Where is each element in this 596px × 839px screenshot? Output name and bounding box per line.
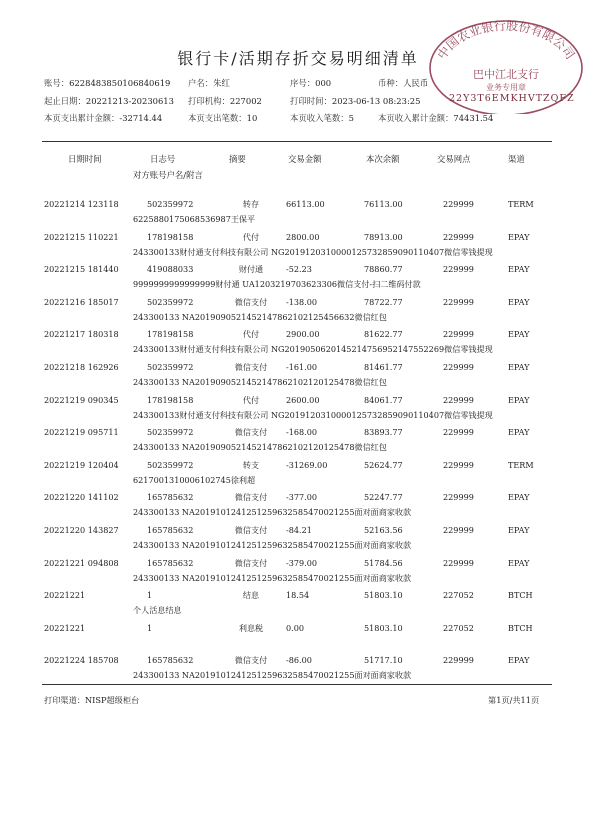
table-row [0, 655, 596, 685]
cell-branch: 229999 [443, 329, 474, 340]
cell-log-no: 502359972 [147, 459, 194, 470]
cell-log-no: 502359972 [147, 427, 194, 438]
table-row [0, 264, 596, 294]
table-row [0, 297, 596, 327]
cell-memo: 243300133财付通支付科技有限公司 NG201912031000012573285909011040​7微信零钱提现 [133, 409, 493, 420]
col-log-no: 日志号 [150, 154, 176, 164]
page-indicator: 第1页/共11页 [488, 695, 540, 705]
cell-datetime: 20221224 185708 [44, 655, 119, 666]
cell-datetime: 20221220 141102 [44, 492, 119, 503]
cell-branch: 229999 [443, 231, 474, 242]
cell-amount: 2600.00 [286, 394, 320, 405]
cell-branch: 229999 [443, 394, 474, 405]
cell-datetime: 20221221 [44, 622, 86, 633]
cell-log-no: 502359972 [147, 199, 194, 209]
cell-branch: 229999 [443, 264, 474, 275]
verification-code: 22Y3T6EMKHVTZQFZ [449, 93, 575, 104]
cell-memo: 243300133 NA201910124125125963258547002125​5面对面商家收款 [133, 572, 412, 583]
cell-amount: -377.00 [286, 492, 318, 503]
cell-datetime: 20221220 143827 [44, 525, 119, 535]
cell-memo: 243300133 NA201909052145214786210212545663​2微信红包 [133, 311, 387, 322]
cell-balance: 81622.77 [364, 329, 403, 340]
cell-balance: 52163.56 [364, 525, 403, 535]
table-row [0, 525, 596, 555]
cell-memo: 243300133财付通支付科技有限公司 NG201905062014521475695214755226​9微信零钱提现 [133, 344, 493, 355]
cell-memo: 个人活息结息 [133, 605, 182, 616]
cell-branch: 229999 [443, 557, 474, 568]
cell-branch: 229999 [443, 655, 474, 666]
table-top-rule [42, 141, 552, 142]
total-income-field: 本页收入累计金额：74431.54 [378, 113, 494, 123]
cell-channel: EPAY [508, 362, 530, 372]
col-datetime: 日期时间 [68, 154, 102, 164]
cell-balance: 52624.77 [364, 459, 403, 470]
cell-channel: EPAY [508, 492, 530, 503]
cell-summary: 代付 [242, 394, 260, 405]
cell-channel: EPAY [508, 525, 530, 535]
cell-balance: 51784.56 [364, 557, 403, 568]
cell-datetime: 20221219 095711 [44, 427, 119, 438]
cell-memo: 9999999999999999财付通 UA1203219703623306微信支付-扫二维码付款 [133, 279, 421, 290]
cell-branch: 227052 [443, 622, 474, 633]
cell-channel: BTCH [508, 590, 533, 601]
cell-branch: 227052 [443, 590, 474, 601]
table-row [0, 395, 596, 425]
cell-branch: 229999 [443, 525, 474, 535]
cell-summary: 财付通 [238, 264, 264, 275]
cell-amount: -161.00 [286, 362, 318, 372]
cell-memo: 243300133 NA201910124125125963258547002125​5面对面商家收款 [133, 540, 412, 550]
cell-amount: 18.54 [286, 590, 310, 601]
cell-channel: EPAY [508, 264, 530, 275]
account-field: 账号：6228483850106840619 [44, 78, 171, 88]
cell-balance: 84061.77 [364, 394, 403, 405]
cell-log-no: 1 [147, 590, 153, 601]
cell-channel: EPAY [508, 394, 530, 405]
table-row [0, 232, 596, 262]
cell-memo: 243300133财付通支付科技有限公司 NG201912031000012573285909011040​7微信零钱提现 [133, 246, 493, 257]
cell-log-no: 178198158 [147, 329, 194, 340]
cell-summary: 微信支付 [234, 557, 268, 568]
cell-summary: 微信支付 [234, 296, 268, 307]
cell-balance: 83893.77 [364, 427, 403, 438]
cell-amount: -168.00 [286, 427, 318, 438]
cell-memo: 243300133 NA201910124125125963258547002125​5面对面商家收款 [133, 507, 412, 518]
cell-amount: 2900.00 [286, 329, 320, 340]
cell-amount: 2800.00 [286, 231, 320, 242]
cell-datetime: 20221218 162926 [44, 362, 119, 372]
table-row [0, 427, 596, 457]
cell-channel: EPAY [508, 655, 530, 666]
cell-channel: EPAY [508, 557, 530, 568]
cell-amount: -379.00 [286, 557, 318, 568]
cell-summary: 代付 [242, 231, 260, 242]
cell-log-no: 165785632 [147, 525, 194, 535]
cell-balance: 52247.77 [364, 492, 403, 503]
cell-summary: 结息 [242, 590, 260, 601]
cell-datetime: 20221215 181440 [44, 264, 119, 275]
cell-channel: EPAY [508, 296, 530, 307]
cell-memo: 6225880175068536987王保平 [133, 214, 256, 224]
col-memo: 对方账号户名/附言 [133, 170, 203, 180]
cell-log-no: 178198158 [147, 394, 194, 405]
name-field: 户名：朱红 [188, 78, 230, 88]
col-channel: 渠道 [508, 154, 525, 164]
cell-memo: 243300133 NA201909052145214786210212012547​8微信红包 [133, 377, 387, 387]
cell-memo: 243300133 NA201910124125125963258547002125​5面对面商家收款 [133, 670, 412, 681]
cell-summary: 转支 [242, 459, 260, 470]
cell-amount: -138.00 [286, 296, 318, 307]
cell-log-no: 419088033 [147, 264, 194, 275]
cell-datetime: 20221221 094808 [44, 557, 119, 568]
cell-datetime: 20221221 [44, 590, 86, 601]
cell-balance: 78722.77 [364, 296, 403, 307]
table-row [0, 492, 596, 522]
cell-branch: 229999 [443, 427, 474, 438]
cell-balance: 78860.77 [364, 264, 403, 275]
table-row [0, 460, 596, 490]
cell-balance: 51717.10 [364, 655, 403, 666]
income-count-field: 本页收入笔数：5 [290, 113, 354, 123]
table-row [0, 558, 596, 588]
cell-balance: 76113.00 [364, 199, 403, 209]
print-time-field: 打印时间：2023-06-13 08:23:25 [290, 96, 421, 106]
pay-count-field: 本页支出笔数：10 [188, 113, 258, 123]
cell-memo: 6217001310006102745徐利超 [133, 474, 256, 485]
seal-branch-text: 巴中江北支行 [473, 68, 539, 81]
cell-amount: -52.23 [286, 264, 312, 275]
cell-summary: 转存 [242, 199, 260, 209]
cell-summary: 微信支付 [234, 492, 268, 503]
cell-channel: EPAY [508, 231, 530, 242]
cell-branch: 229999 [443, 492, 474, 503]
total-pay-field: 本页支出累计金额：-32714.44 [44, 113, 163, 123]
seal-bank-text: 中国农业银行股份有限公司 [434, 18, 578, 62]
seal-purpose-text: 业务专用章 [486, 83, 526, 92]
currency-field: 币种：人民币 [378, 78, 429, 88]
cell-summary: 微信支付 [234, 525, 268, 535]
cell-datetime: 20221219 120404 [44, 459, 119, 470]
cell-branch: 229999 [443, 199, 474, 209]
cell-summary: 微信支付 [234, 362, 268, 372]
cell-amount: -31269.00 [286, 459, 328, 470]
cell-memo: 243300133 NA201909052145214786210212012547​8微信红包 [133, 442, 387, 453]
cell-balance: 78913.00 [364, 231, 403, 242]
cell-datetime: 20221215 110221 [44, 231, 119, 242]
cell-amount: 0.00 [286, 622, 305, 633]
cell-log-no: 502359972 [147, 296, 194, 307]
cell-log-no: 165785632 [147, 492, 194, 503]
cell-channel: TERM [508, 459, 534, 470]
cell-branch: 229999 [443, 362, 474, 372]
page-title: 银行卡/活期存折交易明细清单 [177, 49, 419, 68]
period-field: 起止日期：20221213-20230613 [44, 96, 174, 106]
cell-log-no: 165785632 [147, 557, 194, 568]
cell-branch: 229999 [443, 296, 474, 307]
cell-channel: TERM [508, 199, 534, 209]
cell-amount: 66113.00 [286, 199, 325, 209]
print-channel: 打印渠道：NISP超级柜台 [44, 695, 140, 705]
table-row [0, 199, 596, 229]
cell-channel: BTCH [508, 622, 533, 633]
cell-datetime: 20221216 185017 [44, 296, 119, 307]
cell-summary: 微信支付 [234, 655, 268, 666]
print-org-field: 打印机构：227002 [188, 96, 262, 106]
col-summary: 摘要 [229, 154, 246, 164]
cell-log-no: 1 [147, 622, 153, 633]
table-row [0, 362, 596, 392]
cell-log-no: 165785632 [147, 655, 194, 666]
cell-log-no: 502359972 [147, 362, 194, 372]
cell-channel: EPAY [508, 329, 530, 340]
cell-summary: 代付 [242, 329, 260, 340]
col-balance: 本次余额 [366, 154, 400, 164]
cell-amount: -86.00 [286, 655, 312, 666]
cell-summary: 利息税 [238, 622, 264, 633]
cell-branch: 229999 [443, 459, 474, 470]
cell-summary: 微信支付 [234, 427, 268, 438]
cell-datetime: 20221217 180318 [44, 329, 119, 340]
cell-balance: 51803.10 [364, 622, 403, 633]
cell-balance: 51803.10 [364, 590, 403, 601]
cell-datetime: 20221219 090345 [44, 394, 119, 405]
cell-channel: EPAY [508, 427, 530, 438]
col-branch: 交易网点 [437, 154, 471, 164]
table-row [0, 329, 596, 359]
cell-datetime: 20221214 123118 [44, 199, 119, 209]
cell-log-no: 178198158 [147, 231, 194, 242]
table-row [0, 623, 596, 653]
cell-amount: -84.21 [286, 525, 312, 535]
col-amount: 交易金额 [288, 154, 322, 164]
cell-balance: 81461.77 [364, 362, 403, 372]
table-row [0, 590, 596, 620]
seq-field: 序号：000 [290, 78, 332, 88]
